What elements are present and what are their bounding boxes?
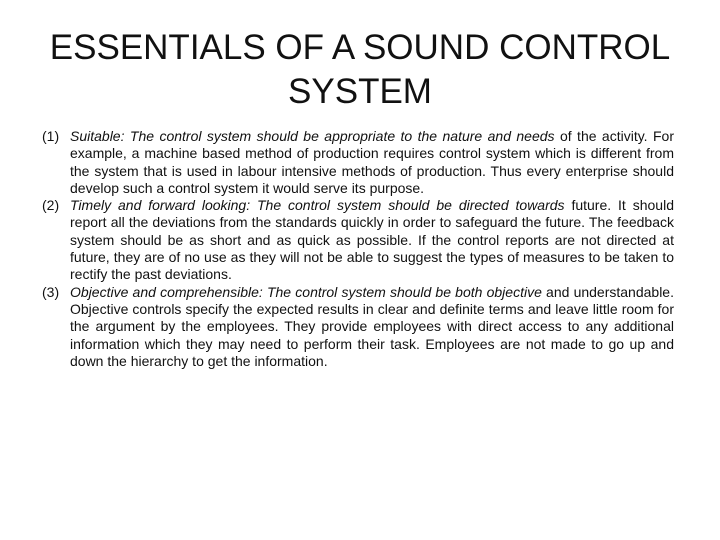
item-text: and understandable. Objective controls specify the expected results in clear and definite terms and leave little room for the argument by the employees. They provide employees with direct access to any additional information which they may need to perform their task. Employees are not made to go up and down the hierarchy to get the information. [70, 283, 674, 369]
item-lead: Objective and comprehensible: The control system should be both objective [70, 283, 542, 300]
list-item [40, 284, 674, 370]
item-number: (3) [42, 283, 60, 300]
list-item [40, 197, 674, 283]
item-text: of the activity. For example, a machine based method of production requires control system which is different from the system that is used in labour intensive methods of production. Thus every enterprise should develop such a control system it would serve its purpose. [70, 128, 674, 196]
item-number: (1) [42, 128, 60, 144]
item-number: (2) [42, 197, 60, 214]
item-text: future. It should report all the deviations from the standards quickly in order to safeguard the future. The feedback system should be as short and as quick as possible. If the control reports are not directed at future, they are of no use as they will not be able to suggest the types of measures to be taken to rectify the past deviations. [70, 197, 674, 283]
slide-body [40, 128, 674, 370]
list-item [40, 128, 674, 197]
slide-title: ESSENTIALS OF A SOUND CONTROL SYSTEM [49, 28, 671, 111]
item-lead: Timely and forward looking: The control system should be directed towards [70, 197, 565, 214]
item-lead: Suitable: The control system should be appropriate to the nature and needs [70, 128, 555, 144]
